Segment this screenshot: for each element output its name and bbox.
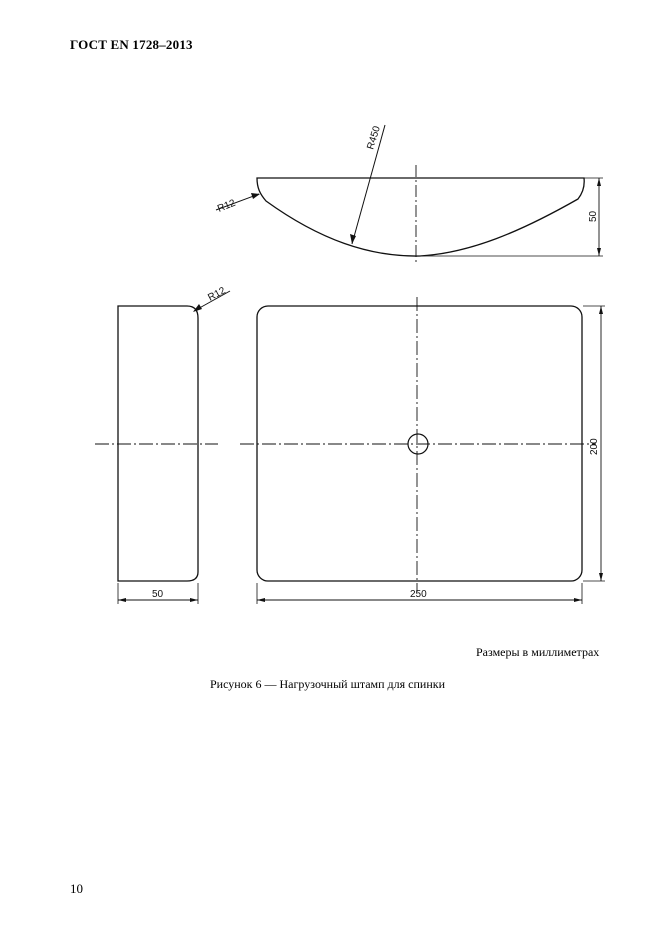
front-view-outline (257, 306, 582, 581)
side-view-outline (118, 306, 198, 581)
top-view (216, 125, 603, 262)
r450-arrow (350, 234, 356, 244)
dim-50-top-label: 50 (588, 210, 599, 222)
dim-50-side-label: 50 (152, 589, 164, 600)
front-view (240, 297, 605, 604)
document-header: ГОСТ EN 1728–2013 (70, 37, 193, 52)
dim-250-label: 250 (410, 589, 427, 600)
r12-top-label: R12 (216, 197, 238, 215)
figure-caption: Рисунок 6 — Нагрузочный штамп для спинки (210, 677, 446, 691)
top-view-outline (257, 178, 584, 256)
r450-label: R450 (365, 124, 383, 151)
units-note: Размеры в миллиметрах (476, 645, 600, 659)
page-number: 10 (70, 881, 83, 896)
side-view (95, 291, 230, 604)
dim-200-label: 200 (589, 438, 600, 455)
r12-side-label: R12 (206, 285, 228, 304)
r12-top-arrow (251, 193, 260, 199)
